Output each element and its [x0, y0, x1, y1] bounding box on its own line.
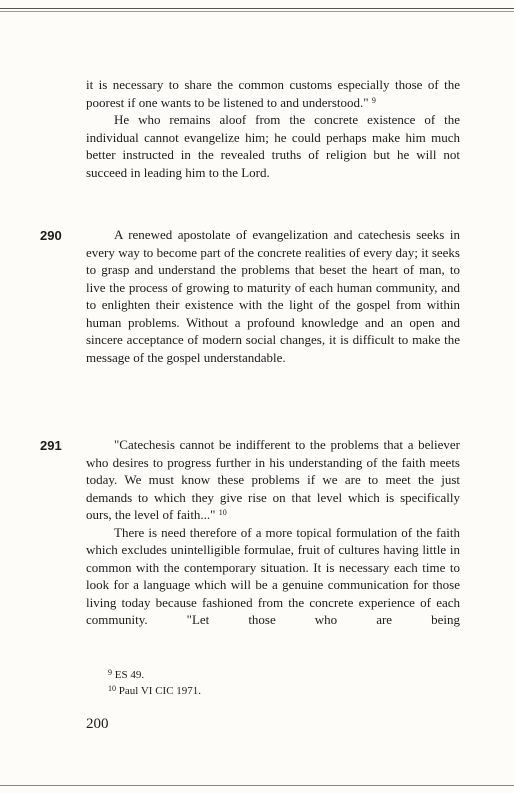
footnote: $^9$ ES 49.	[108, 668, 145, 681]
footnotes	[108, 667, 201, 699]
footnote-ref: 9	[371, 95, 376, 105]
paragraph: There is need therefore of a more topical formulation of the faith which excludes unintelligible formulae, fruit of cultures having little in common with the contemporary situation. It is necessary each time to look for a language which will be a genuine communication for those living today because fashioned from the concrete experience of each community. "Let those who are being	[86, 524, 460, 627]
bottom-rule	[0, 785, 514, 786]
paragraph: it is necessary to share the common customs especially those of the poorest if one wants to be listened to and understood." $^9$	[86, 77, 460, 110]
page-number: 200	[86, 716, 109, 732]
paragraph-number-291: 291	[40, 438, 62, 453]
paragraph-number-290: 290	[40, 228, 62, 243]
continued-text-block	[86, 76, 460, 181]
top-rule	[0, 8, 514, 9]
footnote-ref: 10	[218, 508, 227, 517]
top-rule-inner	[0, 11, 514, 12]
paragraph-290: A renewed apostolate of evangelization and catechesis seeks in every way to become part of the concrete realities of every day; it seeks to grasp and understand the problems that beset the heart of man, to live the process of growing to maturity of each human community, and to enlighten their existence with the light of the gospel from within human problems. Without a profound knowledge and an open and sincere acceptance of modern social changes, it is difficult to make the message of the gospel understandable.	[86, 227, 460, 365]
paragraph: He who remains aloof from the concrete existence of the individual cannot evangelize him; he could perhaps make him much better instructed in the revealed truths of religion but he will not succeed in leading him to the Lord.	[86, 112, 460, 180]
footnote: $^{10}$ Paul VI CIC 1971.	[108, 684, 202, 697]
paragraph-291	[86, 436, 460, 629]
paragraph: "Catechesis cannot be indifferent to the problems that a believer who desires to progress further in his understanding of the faith meets today. We must know these problems if we are to meet the just demands to which they give rise on that level which is specifically ours, the level of faith..." $^{10}$	[86, 437, 460, 522]
